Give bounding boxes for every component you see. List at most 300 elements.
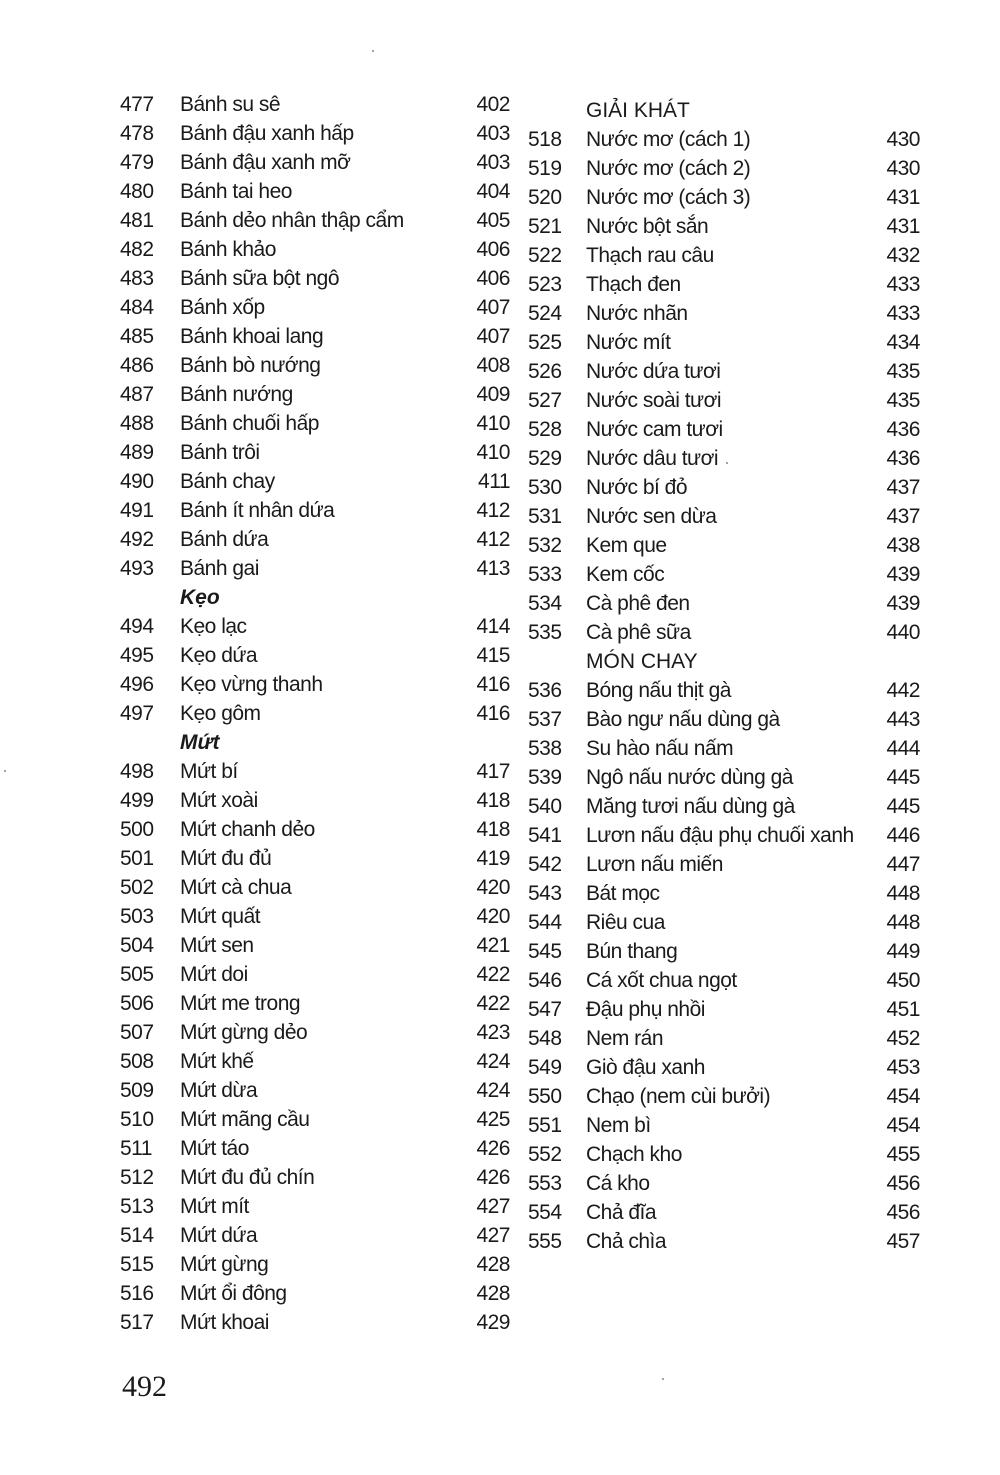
- entry-title: Chạo (nem cùi bưởi): [586, 1085, 771, 1108]
- entry-page: 450: [886, 969, 920, 992]
- entry-page: 412: [476, 499, 510, 522]
- entry-title: Nước bột sắn: [586, 215, 709, 238]
- toc-entry: [112, 293, 514, 322]
- entry-number: 481: [120, 209, 154, 232]
- entry-page: 422: [476, 963, 510, 986]
- entry-page: 431: [886, 215, 920, 238]
- entry-title: Mứt khế: [180, 1050, 254, 1073]
- entry-number: 537: [528, 708, 562, 731]
- entry-page: 455: [886, 1143, 920, 1166]
- toc-entry: [112, 1105, 514, 1134]
- entry-title: Chạch kho: [586, 1143, 682, 1166]
- section-heading: [112, 583, 514, 612]
- entry-page: 429: [476, 1311, 510, 1334]
- entry-number: 550: [528, 1085, 562, 1108]
- entry-number: 498: [120, 760, 154, 783]
- entry-page: 425: [476, 1108, 510, 1131]
- entry-page: 430: [886, 128, 920, 151]
- entry-title: Nem rán: [586, 1027, 664, 1050]
- entry-number: 535: [528, 621, 562, 644]
- toc-entry: [112, 148, 514, 177]
- toc-entry: [520, 270, 920, 299]
- entry-page: 446: [886, 824, 920, 847]
- toc-entry: [520, 1198, 920, 1227]
- entry-title: Bánh nướng: [180, 383, 293, 406]
- entry-number: 507: [120, 1021, 154, 1044]
- toc-entry: [112, 902, 514, 931]
- toc-entry: [112, 786, 514, 815]
- entry-number: 491: [120, 499, 154, 522]
- toc-entry: [520, 821, 920, 850]
- entry-page: 406: [476, 238, 510, 261]
- entry-page: 427: [476, 1224, 510, 1247]
- entry-title: Nước mơ (cách 1): [586, 128, 751, 151]
- entry-title: Cá kho: [586, 1172, 650, 1195]
- toc-entry: [112, 206, 514, 235]
- entry-number: 478: [120, 122, 154, 145]
- entry-number: 534: [528, 592, 562, 615]
- toc-entry: [520, 618, 920, 647]
- entry-page: 439: [886, 563, 920, 586]
- toc-entry: [112, 235, 514, 264]
- toc-entry: [112, 699, 514, 728]
- entry-title: Thạch đen: [586, 273, 681, 296]
- entry-title: Mứt mít: [180, 1195, 249, 1218]
- entry-number: 555: [528, 1230, 562, 1253]
- entry-page: 424: [476, 1050, 510, 1073]
- entry-page: 428: [476, 1253, 510, 1276]
- entry-page: 407: [476, 296, 510, 319]
- entry-number: 506: [120, 992, 154, 1015]
- entry-number: 480: [120, 180, 154, 203]
- entry-page: 454: [886, 1085, 920, 1108]
- entry-title: Mứt khoai: [180, 1311, 269, 1334]
- entry-number: 500: [120, 818, 154, 841]
- toc-entry: [520, 792, 920, 821]
- entry-page: 445: [886, 766, 920, 789]
- entry-page: 402: [476, 93, 510, 116]
- entry-number: 521: [528, 215, 562, 238]
- entry-title: Bát mọc: [586, 882, 660, 905]
- entry-title: Kẹo dứa: [180, 644, 258, 667]
- entry-number: 522: [528, 244, 562, 267]
- entry-number: 523: [528, 273, 562, 296]
- toc-entry: [520, 734, 920, 763]
- entry-title: Bánh sữa bột ngô: [180, 267, 340, 290]
- entry-number: 494: [120, 615, 154, 638]
- entry-title: Mứt dừa: [180, 1079, 258, 1102]
- toc-entry: [520, 1053, 920, 1082]
- entry-number: 508: [120, 1050, 154, 1073]
- toc-entry: [520, 1140, 920, 1169]
- entry-title: Mứt quất: [180, 905, 261, 928]
- entry-number: 482: [120, 238, 154, 261]
- toc-entry: [520, 473, 920, 502]
- entry-number: 510: [120, 1108, 154, 1131]
- toc-entry: [112, 1076, 514, 1105]
- entry-number: 551: [528, 1114, 562, 1137]
- entry-number: 531: [528, 505, 562, 528]
- entry-title: Lươn nấu miến: [586, 853, 723, 876]
- entry-title: Kẹo gôm: [180, 702, 261, 725]
- entry-number: 542: [528, 853, 562, 876]
- entry-page: 447: [886, 853, 920, 876]
- section-title: Kẹo: [180, 586, 220, 609]
- section-heading: [112, 728, 514, 757]
- toc-entry: [112, 989, 514, 1018]
- entry-page: 418: [476, 818, 510, 841]
- entry-number: 499: [120, 789, 154, 812]
- entry-title: Nước sen dừa: [586, 505, 717, 528]
- entry-page: 411: [478, 470, 510, 493]
- entry-title: Riêu cua: [586, 911, 665, 934]
- entry-title: Bánh dẻo nhân thập cẩm: [180, 209, 404, 232]
- entry-number: 554: [528, 1201, 562, 1224]
- entry-title: Mứt mãng cầu: [180, 1108, 310, 1131]
- toc-entry: [520, 154, 920, 183]
- entry-title: Bánh đậu xanh hấp: [180, 122, 354, 145]
- toc-entry: [520, 560, 920, 589]
- entry-number: 512: [120, 1166, 154, 1189]
- entry-title: Mứt đu đủ chín: [180, 1166, 315, 1189]
- entry-page: 454: [886, 1114, 920, 1137]
- entry-page: 420: [476, 876, 510, 899]
- entry-page: 440: [886, 621, 920, 644]
- entry-title: Cà phê sữa: [586, 621, 691, 644]
- entry-number: 485: [120, 325, 154, 348]
- entry-title: Nước mơ (cách 2): [586, 157, 751, 180]
- entry-page: 436: [886, 447, 920, 470]
- scan-speck: [372, 50, 374, 52]
- toc-entry: [112, 1134, 514, 1163]
- entry-title: Kẹo vừng thanh: [180, 673, 323, 696]
- toc-entry: [520, 1169, 920, 1198]
- entry-page: 421: [476, 934, 510, 957]
- entry-number: 513: [120, 1195, 154, 1218]
- toc-entry: [112, 757, 514, 786]
- entry-page: 433: [886, 302, 920, 325]
- entry-title: Bánh khảo: [180, 238, 276, 261]
- entry-number: 504: [120, 934, 154, 957]
- entry-title: Bánh dứa: [180, 528, 269, 551]
- entry-title: Bánh bò nướng: [180, 354, 321, 377]
- entry-number: 483: [120, 267, 154, 290]
- entry-title: Mứt dứa: [180, 1224, 258, 1247]
- entry-title: Cà phê đen: [586, 592, 690, 615]
- entry-title: Nước nhãn: [586, 302, 688, 325]
- toc-column-left: [112, 90, 514, 1337]
- toc-entry: [112, 1047, 514, 1076]
- toc-entry: [520, 212, 920, 241]
- toc-entry: [520, 966, 920, 995]
- entry-page: 431: [886, 186, 920, 209]
- entry-title: Nước mơ (cách 3): [586, 186, 751, 209]
- entry-number: 543: [528, 882, 562, 905]
- entry-number: 505: [120, 963, 154, 986]
- entry-number: 541: [528, 824, 562, 847]
- entry-page: 403: [476, 151, 510, 174]
- toc-entry: [112, 1279, 514, 1308]
- entry-number: 487: [120, 383, 154, 406]
- toc-entry: [520, 1227, 920, 1256]
- section-heading: [520, 647, 920, 676]
- entry-page: 451: [886, 998, 920, 1021]
- entry-title: Mứt me trong: [180, 992, 301, 1015]
- entry-page: 449: [886, 940, 920, 963]
- page-number: 492: [122, 1370, 167, 1403]
- entry-number: 495: [120, 644, 154, 667]
- entry-number: 517: [120, 1311, 154, 1334]
- toc-entry: [112, 322, 514, 351]
- entry-title: Nem bì: [586, 1114, 651, 1137]
- toc-entry: [112, 1018, 514, 1047]
- entry-title: Nước bí đỏ: [586, 476, 688, 499]
- toc-entry: [112, 670, 514, 699]
- entry-page: 437: [886, 476, 920, 499]
- toc-entry: [112, 1192, 514, 1221]
- toc-entry: [112, 90, 514, 119]
- entry-title: Kem cốc: [586, 563, 665, 586]
- entry-number: 538: [528, 737, 562, 760]
- entry-title: Mứt xoài: [180, 789, 258, 812]
- entry-number: 528: [528, 418, 562, 441]
- entry-page: 415: [476, 644, 510, 667]
- entry-page: 445: [886, 795, 920, 818]
- entry-title: Bào ngư nấu dùng gà: [586, 708, 780, 731]
- entry-page: 444: [886, 737, 920, 760]
- entry-page: 438: [886, 534, 920, 557]
- entry-number: 514: [120, 1224, 154, 1247]
- scan-speck: [662, 1378, 664, 1380]
- toc-entry: [520, 1111, 920, 1140]
- toc-entry: [112, 931, 514, 960]
- entry-page: 456: [886, 1201, 920, 1224]
- entry-number: 477: [120, 93, 154, 116]
- entry-number: 529: [528, 447, 562, 470]
- entry-page: 442: [886, 679, 920, 702]
- entry-title: Bánh chuối hấp: [180, 412, 319, 435]
- toc-entry: [112, 1163, 514, 1192]
- entry-page: 424: [476, 1079, 510, 1102]
- scan-speck: [4, 770, 6, 772]
- entry-page: 434: [886, 331, 920, 354]
- entry-page: 426: [476, 1166, 510, 1189]
- entry-title: Nước dứa tươi: [586, 360, 721, 383]
- toc-entry: [520, 444, 920, 473]
- entry-page: 406: [476, 267, 510, 290]
- entry-title: Bánh khoai lang: [180, 325, 324, 348]
- entry-number: 530: [528, 476, 562, 499]
- entry-number: 489: [120, 441, 154, 464]
- toc-entry: [520, 299, 920, 328]
- toc-entry: [520, 357, 920, 386]
- entry-title: Bánh su sê: [180, 93, 281, 116]
- entry-title: Kem que: [586, 534, 667, 557]
- toc-entry: [520, 705, 920, 734]
- entry-number: 503: [120, 905, 154, 928]
- entry-page: 457: [886, 1230, 920, 1253]
- entry-page: 423: [476, 1021, 510, 1044]
- entry-page: 456: [886, 1172, 920, 1195]
- entry-number: 524: [528, 302, 562, 325]
- entry-title: Thạch rau câu: [586, 244, 714, 267]
- toc-entry: [520, 241, 920, 270]
- entry-number: 486: [120, 354, 154, 377]
- entry-title: Nước dâu tươi: [586, 447, 719, 470]
- entry-number: 488: [120, 412, 154, 435]
- entry-title: Giò đậu xanh: [586, 1056, 705, 1079]
- entry-title: Bánh trôi: [180, 441, 260, 464]
- entry-number: 497: [120, 702, 154, 725]
- toc-entry: [520, 879, 920, 908]
- toc-entry: [112, 612, 514, 641]
- entry-title: Kẹo lạc: [180, 615, 247, 638]
- toc-entry: [112, 351, 514, 380]
- entry-page: 410: [476, 412, 510, 435]
- entry-number: 553: [528, 1172, 562, 1195]
- toc-entry: [112, 380, 514, 409]
- entry-page: 443: [886, 708, 920, 731]
- entry-title: Lươn nấu đậu phụ chuối xanh: [586, 824, 854, 847]
- entry-page: 435: [886, 389, 920, 412]
- entry-number: 533: [528, 563, 562, 586]
- entry-title: Cá xốt chua ngọt: [586, 969, 737, 992]
- toc-entry: [520, 995, 920, 1024]
- entry-title: Mứt chanh dẻo: [180, 818, 315, 841]
- entry-number: 516: [120, 1282, 154, 1305]
- entry-number: 518: [528, 128, 562, 151]
- entry-page: 439: [886, 592, 920, 615]
- toc-entry: [112, 960, 514, 989]
- entry-title: Mứt đu đủ: [180, 847, 272, 870]
- toc-entry: [112, 1221, 514, 1250]
- toc-entry: [112, 264, 514, 293]
- toc-entry: [520, 386, 920, 415]
- entry-page: 412: [476, 528, 510, 551]
- entry-number: 549: [528, 1056, 562, 1079]
- toc-entry: [112, 1308, 514, 1337]
- entry-number: 493: [120, 557, 154, 580]
- entry-title: Bánh ít nhân dứa: [180, 499, 335, 522]
- entry-page: 407: [476, 325, 510, 348]
- entry-title: Bánh tai heo: [180, 180, 292, 203]
- entry-title: Chả chìa: [586, 1230, 667, 1253]
- entry-title: Mứt gừng: [180, 1253, 269, 1276]
- entry-number: 490: [120, 470, 154, 493]
- entry-number: 546: [528, 969, 562, 992]
- entry-number: 515: [120, 1253, 154, 1276]
- entry-number: 548: [528, 1027, 562, 1050]
- toc-entry: [520, 328, 920, 357]
- entry-title: Su hào nấu nấm: [586, 737, 734, 760]
- entry-page: 404: [476, 180, 510, 203]
- toc-entry: [112, 873, 514, 902]
- toc-entry: [520, 763, 920, 792]
- entry-page: 405: [476, 209, 510, 232]
- toc-entry: [520, 908, 920, 937]
- entry-page: 418: [476, 789, 510, 812]
- entry-page: 419: [476, 847, 510, 870]
- entry-number: 492: [120, 528, 154, 551]
- entry-number: 525: [528, 331, 562, 354]
- entry-page: 437: [886, 505, 920, 528]
- toc-entry: [520, 850, 920, 879]
- entry-title: Nước soài tươi: [586, 389, 722, 412]
- entry-page: 453: [886, 1056, 920, 1079]
- entry-page: 448: [886, 882, 920, 905]
- toc-entry: [112, 641, 514, 670]
- entry-title: Chả đĩa: [586, 1201, 657, 1224]
- entry-title: Bún thang: [586, 940, 678, 963]
- entry-number: 520: [528, 186, 562, 209]
- entry-number: 479: [120, 151, 154, 174]
- toc-entry: [112, 119, 514, 148]
- entry-page: 410: [476, 441, 510, 464]
- entry-number: 545: [528, 940, 562, 963]
- section-heading: [520, 96, 920, 125]
- entry-title: Nước cam tươi: [586, 418, 723, 441]
- toc-entry: [520, 125, 920, 154]
- entry-title: Mứt cà chua: [180, 876, 292, 899]
- toc-entry: [520, 531, 920, 560]
- toc-entry: [112, 496, 514, 525]
- toc-entry: [520, 502, 920, 531]
- toc-entry: [112, 844, 514, 873]
- entry-number: 544: [528, 911, 562, 934]
- entry-title: Bánh đậu xanh mỡ: [180, 151, 351, 174]
- entry-page: 403: [476, 122, 510, 145]
- toc-entry: [520, 183, 920, 212]
- entry-title: Bóng nấu thịt gà: [586, 679, 731, 702]
- entry-page: 413: [476, 557, 510, 580]
- entry-number: 501: [120, 847, 154, 870]
- entry-title: Mứt bí: [180, 760, 238, 783]
- entry-page: 409: [476, 383, 510, 406]
- entry-page: 432: [886, 244, 920, 267]
- toc-entry: [520, 676, 920, 705]
- scan-speck: [726, 462, 728, 464]
- entry-number: 536: [528, 679, 562, 702]
- entry-title: Đậu phụ nhồi: [586, 998, 705, 1021]
- entry-number: 509: [120, 1079, 154, 1102]
- entry-title: Mứt táo: [180, 1137, 249, 1160]
- entry-page: 416: [476, 702, 510, 725]
- entry-number: 540: [528, 795, 562, 818]
- toc-entry: [112, 177, 514, 206]
- entry-number: 511: [120, 1137, 152, 1160]
- toc-entry: [520, 415, 920, 444]
- entry-number: 484: [120, 296, 154, 319]
- toc-entry: [520, 589, 920, 618]
- entry-title: Mứt sen: [180, 934, 254, 957]
- entry-page: 408: [476, 354, 510, 377]
- section-title: Mứt: [180, 731, 220, 754]
- entry-number: 519: [528, 157, 562, 180]
- entry-title: Nước mít: [586, 331, 671, 354]
- toc-entry: [520, 937, 920, 966]
- toc-entry: [112, 525, 514, 554]
- entry-page: 417: [476, 760, 510, 783]
- entry-page: 414: [476, 615, 510, 638]
- toc-entry: [112, 554, 514, 583]
- entry-page: 435: [886, 360, 920, 383]
- entry-page: 426: [476, 1137, 510, 1160]
- entry-number: 526: [528, 360, 562, 383]
- entry-page: 436: [886, 418, 920, 441]
- entry-page: 428: [476, 1282, 510, 1305]
- toc-entry: [112, 409, 514, 438]
- section-title: MÓN CHAY: [586, 650, 698, 673]
